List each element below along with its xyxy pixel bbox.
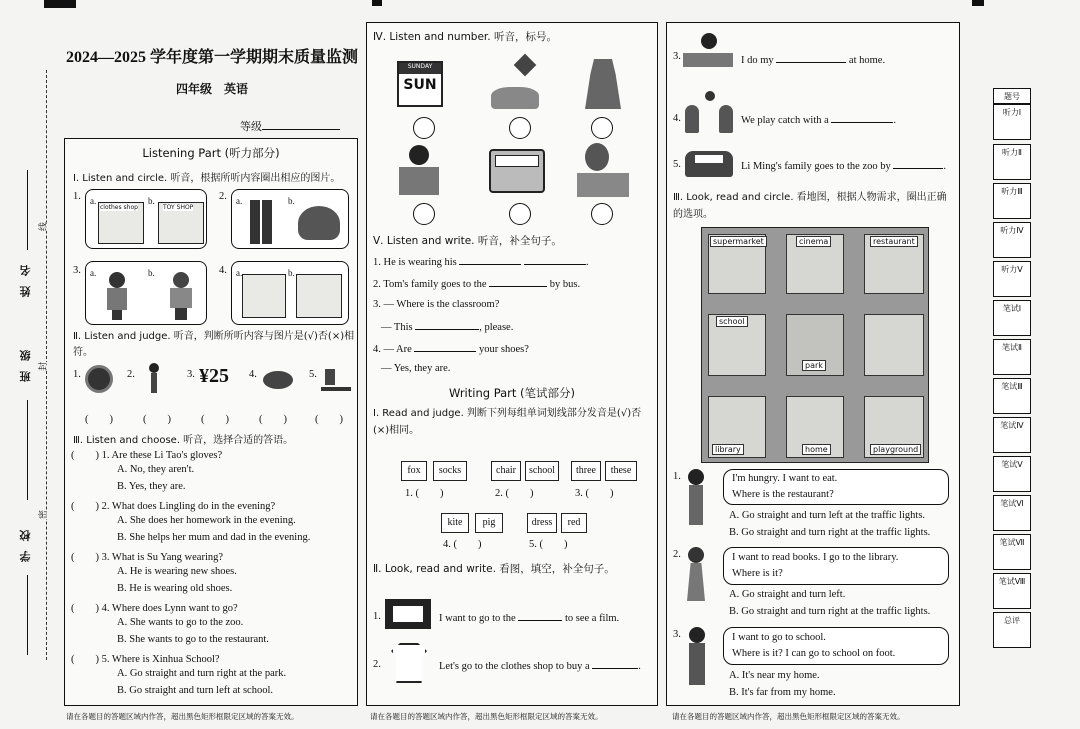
- footer-note-2: 请在各题目的答题区域内作答，超出黑色矩形框限定区域的答案无效。: [370, 712, 603, 721]
- look-write-1-post: to see a film.: [564, 613, 620, 624]
- dress-image: [585, 59, 621, 109]
- writing-title: Writing Part (笔试部分): [448, 386, 576, 400]
- map-label-library: library: [712, 444, 744, 455]
- circle-q1-num: 1.: [673, 471, 681, 482]
- judge-bracket-3[interactable]: ( ): [201, 414, 229, 425]
- trousers-leg-right: [262, 200, 272, 244]
- judge-4-num: 4.: [249, 369, 257, 380]
- corner-mark-left: [44, 0, 76, 8]
- word-card-three: three: [571, 461, 601, 481]
- reading-girl-head: [409, 145, 429, 165]
- clock-icon: [85, 365, 113, 393]
- child-image[interactable]: [166, 272, 196, 320]
- write-line-4-post: your shoes?: [479, 344, 529, 355]
- word-card-pig: pig: [475, 513, 503, 533]
- score-row-11[interactable]: [993, 495, 1031, 531]
- speech-2-line-1: I want to read books. I go to the library.: [732, 552, 899, 563]
- circle-q3-num: 3.: [673, 629, 681, 640]
- circle-item-2: [231, 189, 349, 249]
- score-row-10-label: 笔试Ⅴ: [1001, 460, 1023, 469]
- choose-q3[interactable]: ( ) 3. What is Su Yang wearing?: [71, 552, 224, 563]
- choose-q2-b: B. She helps her mum and dad in the evening.: [117, 532, 311, 543]
- computer-desk-image[interactable]: [296, 274, 342, 318]
- score-row-11-label: 笔试Ⅵ: [1000, 499, 1024, 508]
- score-row-14[interactable]: [993, 612, 1031, 648]
- score-header-label: 题号: [1004, 92, 1020, 101]
- write-line-1-pre: 1. He is wearing his: [373, 257, 457, 268]
- look-write-title: Ⅱ. Look, read and write. 看图，填空，补全句子。: [373, 563, 615, 575]
- corner-mark-center: [372, 0, 382, 6]
- look-write-5-num: 5.: [673, 159, 681, 170]
- write-line-2-post: by bus.: [549, 279, 581, 290]
- look-write-3-post: at home.: [848, 55, 886, 66]
- map-label-supermarket: supermarket: [710, 236, 767, 247]
- word-card-kite: kite: [441, 513, 469, 533]
- circle-q2-num: 2.: [673, 549, 681, 560]
- choose-q1-a: A. No, they aren't.: [117, 464, 195, 475]
- write-blank-2[interactable]: [489, 277, 547, 287]
- toy-shop-image[interactable]: [158, 202, 204, 244]
- tree-top: [585, 143, 609, 171]
- score-row-10[interactable]: [993, 456, 1031, 492]
- speech-bubble-1: [723, 469, 949, 505]
- word-card-socks: socks: [433, 461, 467, 481]
- look-write-5-post: .: [943, 161, 946, 172]
- look-circle-title: Ⅲ. Look, read and circle. 看地图，根据人物需求，圈出正确的选项。: [673, 192, 947, 220]
- write-line-3: 3. — Where is the classroom?: [373, 299, 500, 310]
- toy-shop-sign: TOY SHOP: [163, 204, 194, 211]
- look-write-4-pre: We play catch with a: [741, 115, 829, 126]
- circle-item-1: [85, 189, 207, 249]
- circle-item-4-a: a.: [236, 268, 243, 278]
- number-circle-3[interactable]: [591, 117, 613, 139]
- boy-running-body: [151, 373, 157, 393]
- write-line-2: [373, 277, 580, 290]
- level-label: 等级: [240, 121, 262, 133]
- person-3-body: [689, 643, 705, 685]
- choose-q1[interactable]: ( ) 1. Are these Li Tao's gloves?: [71, 450, 223, 461]
- boy-running-head: [149, 363, 159, 373]
- choose-q5-b: B. Go straight and turn left at school.: [117, 685, 274, 696]
- margin-mark-mi: 密: [36, 510, 49, 519]
- margin-label-school: 学校: [19, 520, 32, 562]
- map-label-home: home: [802, 444, 831, 455]
- word-card-dress: dress: [527, 513, 557, 533]
- score-header: [993, 88, 1031, 104]
- look-write-1-pre: I want to go to the: [439, 613, 516, 624]
- reading-girl-book: [399, 167, 439, 195]
- look-write-blank-4[interactable]: [831, 113, 893, 123]
- word-card-fox: fox: [401, 461, 427, 481]
- look-write-3-pre: I do my: [741, 55, 774, 66]
- circle-item-3-a: a.: [90, 268, 97, 278]
- circle-item-3: [85, 261, 207, 325]
- write-blank-3[interactable]: [415, 320, 479, 330]
- person-1-body: [689, 485, 703, 525]
- circle-item-1-a: a.: [90, 196, 97, 206]
- map-label-cinema: cinema: [796, 236, 831, 247]
- boy-running-icon: [143, 363, 165, 393]
- look-write-line-2: [439, 659, 641, 672]
- girl-legs: [112, 310, 122, 320]
- level-blank[interactable]: [262, 118, 340, 130]
- speech-1-line-1: I'm hungry. I want to eat.: [732, 473, 838, 484]
- trousers-image[interactable]: [250, 200, 272, 244]
- write-line-3b: [381, 320, 513, 333]
- score-row-12-label: 笔试Ⅶ: [999, 538, 1025, 547]
- footer-note-3: 请在各题目的答题区域内作答，超出黑色矩形框限定区域的答案无效。: [672, 712, 905, 721]
- person-3-head: [689, 627, 705, 643]
- speech-3-line-2: Where is it? I can go to school on foot.: [732, 648, 896, 659]
- circle-item-3-b: b.: [148, 268, 155, 278]
- tree-ground: [577, 173, 629, 197]
- circle-q2-b[interactable]: B. Go straight and turn right at the traffic lights.: [729, 606, 931, 617]
- person-1-image: [685, 469, 707, 527]
- bus-windows: [495, 155, 539, 167]
- bus-image: [489, 149, 545, 193]
- judge-5-num: 5.: [309, 369, 317, 380]
- homework-boy-desk: [683, 53, 733, 67]
- circle-item-3-num: 3.: [73, 265, 81, 276]
- circle-item-2-a: a.: [236, 196, 243, 206]
- listen-write-title: Ⅴ. Listen and write. 听音，补全句子。: [373, 235, 562, 247]
- look-write-1-num: 1.: [373, 611, 381, 622]
- footer-note-1: 请在各题目的答题区域内作答，超出黑色矩形框限定区域的答案无效。: [66, 712, 299, 721]
- choose-q5-a: A. Go straight and turn right at the park.: [117, 668, 287, 679]
- listen-number-title: Ⅳ. Listen and number. 听音，标号。: [373, 31, 557, 43]
- write-line-4: [373, 342, 529, 355]
- write-line-4-pre: 4. — Are: [373, 344, 412, 355]
- choose-q4[interactable]: ( ) 4. Where does Lynn want to go?: [71, 603, 238, 614]
- judge-1-num: 1.: [73, 369, 81, 380]
- price-tag: ¥25: [199, 365, 229, 387]
- reading-girl-image: [397, 145, 441, 197]
- write-blank-4[interactable]: [414, 342, 476, 352]
- write-line-4b: — Yes, they are.: [381, 363, 451, 374]
- look-write-4-num: 4.: [673, 113, 681, 124]
- child-legs: [175, 308, 187, 320]
- look-write-2-pre: Let's go to the clothes shop to buy a: [439, 661, 590, 672]
- write-line-1-post: .: [585, 257, 589, 268]
- judge-bracket-1[interactable]: ( ): [85, 414, 113, 425]
- choose-q1-b: B. Yes, they are.: [117, 481, 186, 492]
- score-row-12[interactable]: [993, 534, 1031, 570]
- child-body: [170, 288, 192, 308]
- circle-item-4-b: b.: [288, 268, 295, 278]
- score-row-8-label: 笔试Ⅲ: [1001, 382, 1023, 391]
- girl-body: [107, 288, 127, 310]
- cinema-screen-image: [385, 599, 431, 629]
- score-row-5-label: 听力Ⅴ: [1001, 265, 1023, 274]
- listening-title: Listening Part (听力部分): [142, 146, 280, 160]
- child-head: [173, 272, 189, 288]
- cinema-screen-inner: [393, 606, 423, 622]
- girl-head: [109, 272, 125, 288]
- speech-bubble-3: [723, 627, 949, 665]
- margin-line-school: [27, 575, 28, 655]
- look-write-blank-3[interactable]: [776, 53, 846, 63]
- circle-item-1-num: 1.: [73, 191, 81, 202]
- ball-shape: [705, 91, 715, 101]
- speech-3-line-1: I want to go to school.: [732, 632, 826, 643]
- write-line-3b-pre: — This: [381, 322, 413, 333]
- margin-label-class: 班级: [19, 340, 32, 382]
- trousers-leg-left: [250, 200, 260, 244]
- judge-bracket-4[interactable]: ( ): [259, 414, 287, 425]
- score-row-1-label: 听力Ⅰ: [1002, 108, 1022, 117]
- word-pair-3-label[interactable]: 3. ( ): [575, 488, 614, 499]
- score-row-13[interactable]: [993, 573, 1031, 609]
- circle-q3-b[interactable]: B. It's far from my home.: [729, 687, 836, 698]
- tree-scene-image: [577, 143, 629, 199]
- judge-2-num: 2.: [127, 369, 135, 380]
- circle-q1-b[interactable]: B. Go straight and turn right at the traffic lights.: [729, 527, 931, 538]
- choose-q4-a: A. She wants to go to the zoo.: [117, 617, 244, 628]
- word-card-chair: chair: [491, 461, 521, 481]
- look-write-2-num: 2.: [373, 659, 381, 670]
- score-row-9-label: 笔试Ⅳ: [1000, 421, 1024, 430]
- level-field: [240, 118, 340, 134]
- person-2-head: [688, 547, 704, 563]
- look-write-2-post: .: [638, 661, 641, 672]
- judge-3-num: 3.: [187, 369, 195, 380]
- score-row-1[interactable]: [993, 104, 1031, 140]
- look-write-5-pre: Li Ming's family goes to the zoo by: [741, 161, 891, 172]
- margin-mark-xian: 线: [36, 222, 49, 231]
- taxi-window: [695, 155, 723, 163]
- word-card-these: these: [605, 461, 637, 481]
- look-write-blank-5[interactable]: [893, 159, 943, 169]
- margin-line-class: [27, 400, 28, 500]
- shirt-image: [391, 643, 427, 683]
- score-row-14-label: 总评: [1004, 616, 1020, 625]
- calendar-day: SUN: [403, 77, 437, 93]
- margin-label-name: 姓名: [19, 255, 32, 297]
- page-title: 2024—2025 学年度第一学期期末质量监测: [66, 49, 359, 66]
- write-line-2-pre: 2. Tom's family goes to the: [373, 279, 487, 290]
- town-map: [701, 227, 929, 463]
- word-card-red: red: [561, 513, 587, 533]
- word-pair-2-label[interactable]: 2. ( ): [495, 488, 534, 499]
- map-label-restaurant: restaurant: [870, 236, 918, 247]
- word-pair-5-label[interactable]: 5. ( ): [529, 539, 568, 550]
- kite-ground: [491, 87, 539, 109]
- bread-icon: [263, 371, 293, 389]
- word-card-school: school: [525, 461, 559, 481]
- circle-item-2-b: b.: [288, 196, 295, 206]
- number-circle-6[interactable]: [591, 203, 613, 225]
- taxi-image: [685, 151, 733, 177]
- speech-bubble-2: [723, 547, 949, 585]
- number-circle-4[interactable]: [413, 203, 435, 225]
- look-write-4-post: .: [893, 115, 897, 126]
- kid-2: [719, 105, 733, 133]
- choose-q2-a: A. She does her homework in the evening.: [117, 515, 296, 526]
- clothes-shop-sign: clothes shop: [100, 204, 138, 211]
- circle-item-4: [231, 261, 349, 325]
- kite-shape: [514, 54, 537, 77]
- score-row-3-label: 听力Ⅲ: [1001, 187, 1023, 196]
- listen-circle-title: Ⅰ. Listen and circle. 听音，根据所听内容圈出相应的图片。: [73, 173, 341, 184]
- score-row-8[interactable]: [993, 378, 1031, 414]
- circle-item-4-num: 4.: [219, 265, 227, 276]
- word-pair-1-label[interactable]: 1. ( ): [405, 488, 444, 499]
- person-3-image: [685, 627, 709, 687]
- write-line-1: [373, 255, 589, 268]
- number-circle-1[interactable]: [413, 117, 435, 139]
- desk-icon-top: [325, 369, 335, 385]
- look-write-line-3: [741, 53, 885, 66]
- look-write-line-4: [741, 113, 896, 126]
- read-judge-title: Ⅰ. Read and judge. 判断下列每组单词划线部分发音是(√)否(×)相同。: [373, 408, 642, 436]
- score-row-5[interactable]: [993, 261, 1031, 297]
- right-panel: [666, 22, 960, 706]
- score-row-7[interactable]: [993, 339, 1031, 375]
- listen-choose-title: Ⅲ. Listen and choose. 听音，选择合适的答语。: [73, 435, 294, 446]
- map-label-park: park: [802, 360, 826, 371]
- speech-1-line-2: Where is the restaurant?: [732, 489, 834, 500]
- speech-2-line-2: Where is it?: [732, 568, 783, 579]
- person-2-image: [685, 547, 707, 603]
- choose-q3-b: B. He is wearing old shoes.: [117, 583, 233, 594]
- look-write-3-num: 3.: [673, 51, 681, 62]
- write-blank-1b[interactable]: [524, 255, 586, 265]
- number-circle-2[interactable]: [509, 117, 531, 139]
- desk-icon: [321, 365, 351, 391]
- grade-subject: 四年级 英语: [175, 82, 248, 96]
- map-label-playground: playground: [870, 444, 921, 455]
- score-row-13-label: 笔试Ⅷ: [998, 577, 1026, 586]
- circle-q3-a[interactable]: A. It's near my home.: [729, 670, 820, 681]
- map-label-school: school: [716, 316, 748, 327]
- circle-q1-a[interactable]: A. Go straight and turn left at the traffic lights.: [729, 510, 926, 521]
- calendar-month: SUNDAY: [399, 63, 441, 74]
- play-catch-image: [685, 91, 737, 135]
- sweater-image[interactable]: [298, 206, 340, 240]
- calendar-image: [397, 61, 443, 107]
- person-1-head: [688, 469, 704, 485]
- score-row-2-label: 听力Ⅱ: [1002, 148, 1022, 157]
- girl-desk-image[interactable]: [242, 274, 286, 318]
- margin-mark-feng: 封: [36, 362, 49, 371]
- score-row-4[interactable]: [993, 222, 1031, 258]
- choose-q2[interactable]: ( ) 2. What does Lingling do in the evening?: [71, 501, 276, 512]
- score-row-3[interactable]: [993, 183, 1031, 219]
- homework-boy-head: [701, 33, 717, 49]
- circle-item-1-b: b.: [148, 196, 155, 206]
- person-2-body: [687, 563, 705, 601]
- corner-mark-right: [972, 0, 984, 6]
- score-row-6[interactable]: [993, 300, 1031, 336]
- score-row-9[interactable]: [993, 417, 1031, 453]
- number-circle-5[interactable]: [509, 203, 531, 225]
- look-write-line-5: [741, 159, 946, 172]
- score-row-7-label: 笔试Ⅱ: [1002, 343, 1022, 352]
- listen-judge-title: Ⅱ. Listen and judge. 听音，判断所听内容与图片是(√)否(×)相符。: [73, 331, 355, 358]
- homework-boy-image: [683, 33, 733, 71]
- score-row-2[interactable]: [993, 144, 1031, 180]
- clothes-shop-image[interactable]: [98, 202, 144, 244]
- look-write-blank-2[interactable]: [592, 659, 638, 669]
- map-church: [864, 314, 924, 376]
- word-pair-4-label[interactable]: 4. ( ): [443, 539, 482, 550]
- circle-item-2-num: 2.: [219, 191, 227, 202]
- choose-q4-b: B. She wants to go to the restaurant.: [117, 634, 269, 645]
- choose-q5[interactable]: ( ) 5. Where is Xinhua School?: [71, 654, 220, 665]
- score-row-4-label: 听力Ⅳ: [1000, 226, 1024, 235]
- write-line-3b-post: , please.: [479, 322, 514, 333]
- look-write-blank-1[interactable]: [518, 611, 562, 621]
- look-write-line-1: [439, 611, 619, 624]
- middle-panel: [366, 22, 658, 706]
- circle-q2-a[interactable]: A. Go straight and turn left.: [729, 589, 846, 600]
- judge-bracket-2[interactable]: ( ): [143, 414, 171, 425]
- choose-q3-a: A. He is wearing new shoes.: [117, 566, 237, 577]
- margin-line-name: [27, 170, 28, 250]
- write-blank-1a[interactable]: [459, 255, 521, 265]
- kid-1: [685, 105, 699, 133]
- kite-scene-image: [491, 57, 539, 109]
- score-row-6-label: 笔试Ⅰ: [1002, 304, 1022, 313]
- listening-panel: [64, 138, 358, 706]
- girl-image[interactable]: [102, 272, 132, 320]
- judge-bracket-5[interactable]: ( ): [315, 414, 343, 425]
